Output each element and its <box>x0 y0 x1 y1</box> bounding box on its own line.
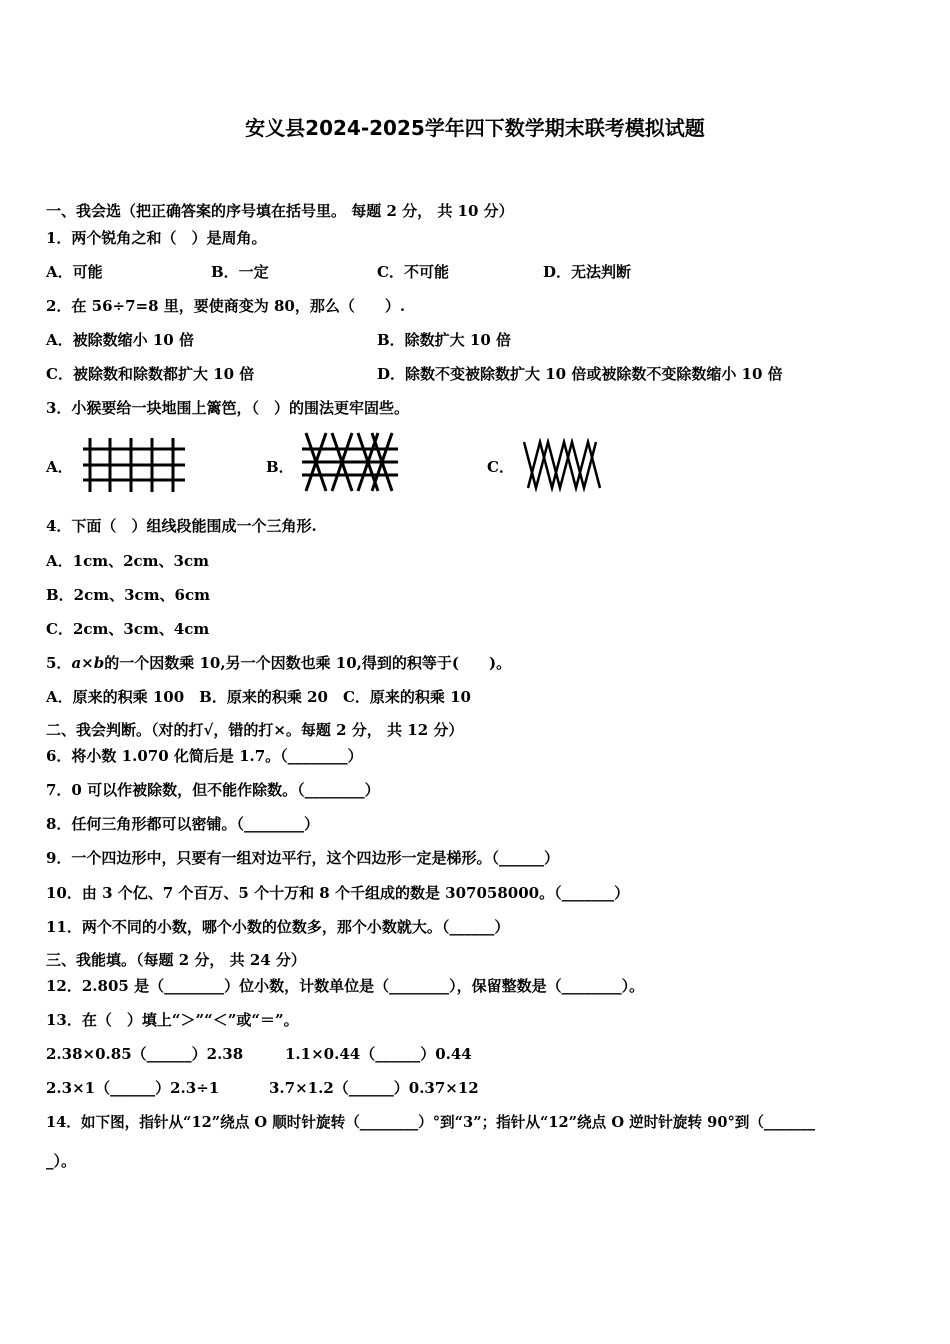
q2-option-c: C．被除数和除数都扩大 10 倍 <box>46 365 255 383</box>
question-3-stem: 3．小猴要给一块地围上篱笆，（ ）的围法更牢固些。 <box>46 399 409 417</box>
question-14-line-1: 14．如下图，指针从“12”绕点 O 顺时针旋转（________）°到“3”；指针从“12”绕点 O 逆时针旋转 90°到（_______ <box>46 1114 816 1131</box>
q1-option-c: C．不可能 <box>377 263 449 281</box>
q13-item-3: 2.3×1（______）2.3÷1 <box>46 1079 220 1097</box>
question-11: 11．两个不同的小数，哪个小数的位数多，那个小数就大。（______） <box>46 918 510 936</box>
grid-fence-figure <box>80 436 188 494</box>
q1-option-d: D．无法判断 <box>543 263 632 281</box>
q3-option-c: C． <box>487 458 514 476</box>
question-6: 6．将小数 1.070 化简后是 1.7。（________） <box>46 747 363 765</box>
question-10: 10．由 3 个亿、7 个百万、5 个十万和 8 个千组成的数是 307058000。（_______） <box>46 884 630 902</box>
question-8: 8．任何三角形都可以密铺。（________） <box>46 815 319 833</box>
q2-option-b: B．除数扩大 10 倍 <box>377 331 511 349</box>
q13-item-1: 2.38×0.85（______）2.38 <box>46 1045 244 1063</box>
q2-option-a: A．被除数缩小 10 倍 <box>46 331 194 349</box>
q13-item-2: 1.1×0.44（______）0.44 <box>285 1045 472 1063</box>
zigzag-fence-figure <box>520 438 604 492</box>
question-4-stem: 4．下面（ ）组线段能围成一个三角形. <box>46 517 317 535</box>
q1-option-b: B．一定 <box>211 263 269 281</box>
q3-option-a: A． <box>46 458 73 476</box>
q5-var-a: a <box>71 654 82 672</box>
section-2-heading: 二、我会判断。（对的打√，错的打×。每题 2 分， 共 12 分） <box>46 721 464 739</box>
question-7: 7．0 可以作被除数，但不能作除数。（________） <box>46 781 380 799</box>
q5-times: × <box>81 654 94 672</box>
question-12: 12．2.805 是（________）位小数，计数单位是（________），保留整数是（________）。 <box>46 977 645 995</box>
q3-option-b: B． <box>266 458 294 476</box>
q4-option-b: B．2cm、3cm、6cm <box>46 586 211 604</box>
question-14-line-2: _）。 <box>46 1152 77 1170</box>
section-3-heading: 三、我能填。（每题 2 分， 共 24 分） <box>46 951 306 969</box>
q2-option-d: D．除数不变被除数扩大 10 倍或被除数不变除数缩小 10 倍 <box>377 365 783 383</box>
q5-number: 5． <box>46 654 72 672</box>
page-title: 安义县2024-2025学年四下数学期末联考模拟试题 <box>245 116 705 140</box>
question-13-stem: 13．在（ ）填上“＞”“＜”或“＝”。 <box>46 1011 299 1029</box>
q5-options: A．原来的积乘 100 B．原来的积乘 20 C．原来的积乘 10 <box>46 688 471 706</box>
q4-option-a: A．1cm、2cm、3cm <box>46 552 209 570</box>
question-9: 9．一个四边形中，只要有一组对边平行，这个四边形一定是梯形。（______） <box>46 849 559 867</box>
q13-item-4: 3.7×1.2（______）0.37×12 <box>269 1079 479 1097</box>
q4-option-c: C．2cm、3cm、4cm <box>46 620 210 638</box>
q1-option-a: A．可能 <box>46 263 103 281</box>
q5-stem-rest: 的一个因数乘 10,另一个因数也乘 10,得到的积等于( )。 <box>104 654 512 672</box>
section-1-heading: 一、我会选（把正确答案的序号填在括号里。 每题 2 分， 共 10 分） <box>46 202 514 220</box>
question-2-stem: 2．在 56÷7=8 里，要使商变为 80，那么（ ）. <box>46 297 406 315</box>
question-5-stem <box>46 653 511 673</box>
question-1-stem: 1．两个锐角之和（ ）是周角。 <box>46 229 267 247</box>
cross-grid-fence-figure <box>300 431 400 493</box>
q5-var-b: b <box>93 654 105 672</box>
